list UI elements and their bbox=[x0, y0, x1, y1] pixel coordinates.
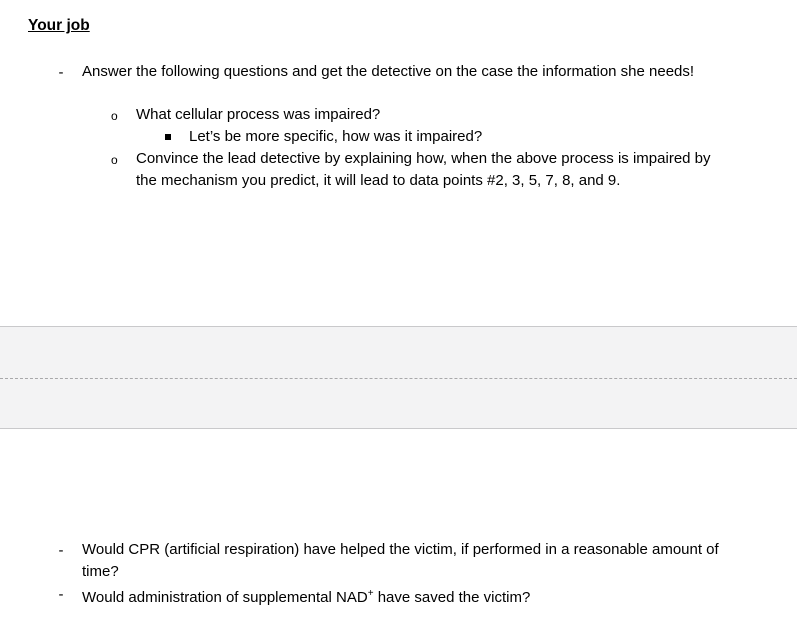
question-nad-text-after: have saved the victim? bbox=[373, 589, 531, 606]
question-how-impaired: Let’s be more specific, how was it impaired? bbox=[189, 128, 483, 145]
square-bullet bbox=[165, 134, 171, 140]
question-cellular-process: What cellular process was impaired? bbox=[136, 106, 381, 123]
question-nad-text-before: Would administration of supplemental NAD bbox=[82, 589, 368, 606]
list-dash: - bbox=[58, 586, 64, 603]
page-break-dashed-line bbox=[0, 378, 797, 379]
question-convince-detective: Convince the lead detective by explaining how, when the above process is impaired by the mechanism you predict, it will lead to data points #2, 3, 5, 7, 8, and 9. bbox=[136, 150, 711, 189]
question-nad bbox=[82, 583, 732, 609]
list-dash: - bbox=[58, 542, 64, 559]
heading-your-job: Your job bbox=[28, 17, 90, 34]
nad-superscript: + bbox=[367, 588, 374, 599]
circle-bullet: o bbox=[111, 153, 118, 167]
instruction-text: Answer the following questions and get the detective on the case the information she needs! bbox=[82, 63, 695, 80]
page-break-band bbox=[0, 326, 797, 429]
question-cpr: Would CPR (artificial respiration) have helped the victim, if performed in a reasonable amount of time? bbox=[82, 541, 719, 580]
list-dash: - bbox=[58, 64, 64, 81]
circle-bullet: o bbox=[111, 109, 118, 123]
